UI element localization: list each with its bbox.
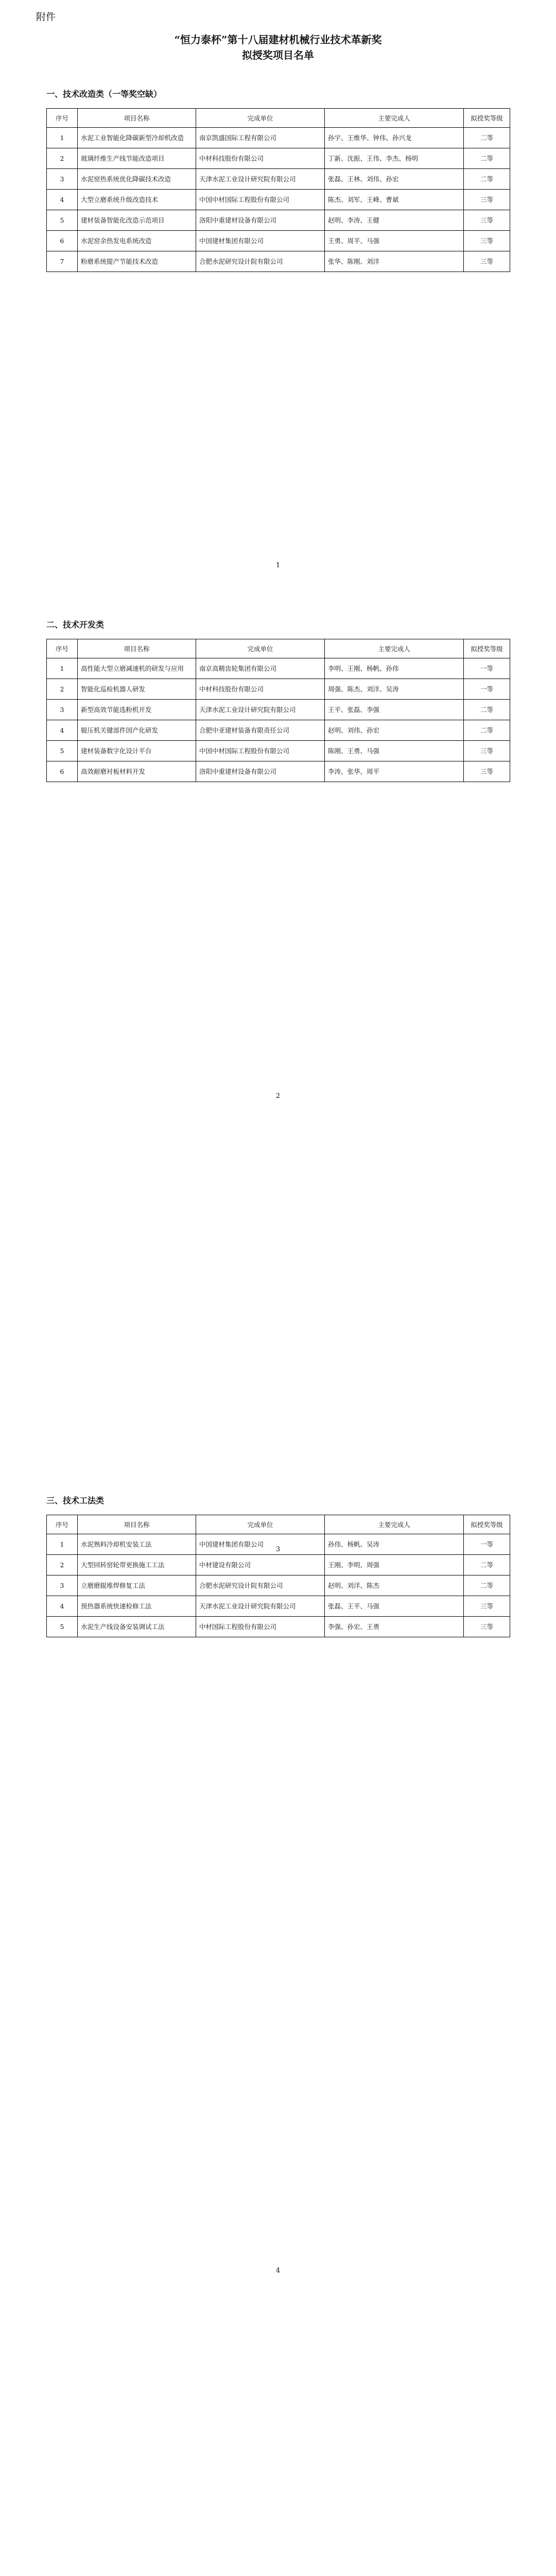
table-row — [47, 128, 510, 148]
cell-unit: 天津水泥工业设计研究院有限公司 — [196, 1596, 325, 1617]
cell-level: 二等 — [464, 1555, 510, 1575]
cell-people: 陈杰、刘军、王峰、曹斌 — [325, 190, 464, 210]
cell-people: 赵明、刘洋、陈杰 — [325, 1575, 464, 1596]
cell-no: 4 — [47, 190, 78, 210]
cell-people: 赵明、刘伟、孙宏 — [325, 720, 464, 741]
cell-people: 王刚、李明、周强 — [325, 1555, 464, 1575]
cell-no: 7 — [47, 251, 78, 272]
cell-level: 二等 — [464, 128, 510, 148]
attachment-label: 附件 — [36, 11, 56, 23]
cell-level: 三等 — [464, 231, 510, 251]
award-table — [46, 108, 510, 272]
cell-no: 3 — [47, 169, 78, 190]
cell-people: 王勇、周平、马强 — [325, 231, 464, 251]
section-heading: 二、技术开发类 — [46, 620, 105, 630]
cell-level: 二等 — [464, 720, 510, 741]
cell-no: 4 — [47, 1596, 78, 1617]
cell-name: 建材装备智能化改造示范项目 — [78, 210, 196, 231]
table-row — [47, 1596, 510, 1617]
cell-people: 李强、孙宏、王勇 — [325, 1617, 464, 1637]
page-number: 2 — [275, 1092, 281, 1100]
page-number: 3 — [275, 1546, 281, 1553]
cell-unit: 南京高精齿轮集团有限公司 — [196, 658, 325, 679]
cell-no: 3 — [47, 1575, 78, 1596]
cell-no: 6 — [47, 761, 78, 782]
cell-name: 高性能大型立磨减速机的研发与应用 — [78, 658, 196, 679]
cell-unit: 中国中材国际工程股份有限公司 — [196, 190, 325, 210]
cell-level: 三等 — [464, 210, 510, 231]
cell-level: 三等 — [464, 251, 510, 272]
cell-unit: 南京凯盛国际工程有限公司 — [196, 128, 325, 148]
cell-name: 新型高效节能选粉机开发 — [78, 700, 196, 720]
cell-no: 5 — [47, 1617, 78, 1637]
cell-level: 二等 — [464, 148, 510, 169]
cell-people: 周强、陈杰、刘洋、吴涛 — [325, 679, 464, 700]
cell-unit: 合肥水泥研究设计院有限公司 — [196, 1575, 325, 1596]
cell-name: 高效耐磨衬板材料开发 — [78, 761, 196, 782]
cell-unit: 天津水泥工业设计研究院有限公司 — [196, 169, 325, 190]
cell-people: 孙宇、王维华、钟伟、孙兴龙 — [325, 128, 464, 148]
table-row — [47, 679, 510, 700]
table-header-row — [47, 1515, 510, 1534]
cell-level: 三等 — [464, 190, 510, 210]
table-row — [47, 251, 510, 272]
cell-unit: 中材科技股份有限公司 — [196, 679, 325, 700]
table-row — [47, 1555, 510, 1575]
title-line-1: “恒力泰杯”第十八届建材机械行业技术革新奖 — [174, 33, 382, 46]
cell-name: 建材装备数字化设计平台 — [78, 741, 196, 761]
cell-name: 辊压机关键部件国产化研发 — [78, 720, 196, 741]
cell-unit: 合肥水泥研究设计院有限公司 — [196, 251, 325, 272]
cell-level: 三等 — [464, 1617, 510, 1637]
cell-level: 二等 — [464, 1575, 510, 1596]
cell-name: 水泥熟料冷却机安装工法 — [78, 1534, 196, 1555]
column-header-people: 主要完成人 — [325, 109, 464, 128]
column-header-unit: 完成单位 — [196, 639, 325, 658]
cell-no: 2 — [47, 679, 78, 700]
column-header-name: 项目名称 — [78, 1515, 196, 1534]
cell-name: 大型回转窑轮带更换施工工法 — [78, 1555, 196, 1575]
cell-name: 水泥窑热系统优化降碳技术改造 — [78, 169, 196, 190]
cell-people: 张华、陈刚、刘洋 — [325, 251, 464, 272]
cell-people: 陈刚、王勇、马强 — [325, 741, 464, 761]
table-row — [47, 148, 510, 169]
cell-level: 二等 — [464, 700, 510, 720]
column-header-level: 拟授奖等级 — [464, 639, 510, 658]
table-row — [47, 761, 510, 782]
cell-unit: 中国中材国际工程股份有限公司 — [196, 741, 325, 761]
cell-unit: 洛阳中重建材设备有限公司 — [196, 761, 325, 782]
cell-name: 预热器系统快速检修工法 — [78, 1596, 196, 1617]
column-header-people: 主要完成人 — [325, 1515, 464, 1534]
table-row — [47, 700, 510, 720]
cell-people: 李涛、张华、周平 — [325, 761, 464, 782]
table-row — [47, 658, 510, 679]
column-header-no: 序号 — [47, 1515, 78, 1534]
column-header-level: 拟授奖等级 — [464, 1515, 510, 1534]
cell-no: 3 — [47, 700, 78, 720]
column-header-no: 序号 — [47, 639, 78, 658]
cell-unit: 中国建材集团有限公司 — [196, 231, 325, 251]
cell-unit: 天津水泥工业设计研究院有限公司 — [196, 700, 325, 720]
cell-name: 立磨磨辊堆焊修复工法 — [78, 1575, 196, 1596]
cell-level: 一等 — [464, 658, 510, 679]
column-header-unit: 完成单位 — [196, 109, 325, 128]
document-title — [0, 32, 556, 63]
page-number: 4 — [275, 2267, 281, 2275]
cell-name: 智能化巡检机器人研发 — [78, 679, 196, 700]
cell-unit: 合肥中亚建材装备有限责任公司 — [196, 720, 325, 741]
section-heading: 一、技术改造类（一等奖空缺） — [46, 89, 162, 99]
table-row — [47, 210, 510, 231]
column-header-name: 项目名称 — [78, 639, 196, 658]
cell-people: 张磊、王平、马强 — [325, 1596, 464, 1617]
cell-name: 玻璃纤维生产线节能改造项目 — [78, 148, 196, 169]
table-row — [47, 231, 510, 251]
cell-people: 王平、张磊、李强 — [325, 700, 464, 720]
cell-people: 丁新、沈振、王伟、李杰、杨明 — [325, 148, 464, 169]
table-header-row — [47, 639, 510, 658]
cell-level: 二等 — [464, 169, 510, 190]
cell-name: 大型立磨系统升级改造技术 — [78, 190, 196, 210]
cell-people: 李明、王刚、杨帆、孙伟 — [325, 658, 464, 679]
cell-unit: 中材国际工程股份有限公司 — [196, 1617, 325, 1637]
cell-no: 4 — [47, 720, 78, 741]
column-header-unit: 完成单位 — [196, 1515, 325, 1534]
cell-unit: 中材建设有限公司 — [196, 1555, 325, 1575]
column-header-no: 序号 — [47, 109, 78, 128]
cell-no: 2 — [47, 1555, 78, 1575]
cell-people: 孙伟、杨帆、吴涛 — [325, 1534, 464, 1555]
cell-name: 粉磨系统提产节能技术改造 — [78, 251, 196, 272]
cell-no: 1 — [47, 1534, 78, 1555]
cell-name: 水泥窑余热发电系统改造 — [78, 231, 196, 251]
title-line-2: 拟授奖项目名单 — [242, 49, 314, 61]
cell-level: 一等 — [464, 679, 510, 700]
cell-unit: 中国建材集团有限公司 — [196, 1534, 325, 1555]
cell-level: 三等 — [464, 741, 510, 761]
column-header-name: 项目名称 — [78, 109, 196, 128]
cell-no: 1 — [47, 128, 78, 148]
table-header-row — [47, 109, 510, 128]
cell-no: 1 — [47, 658, 78, 679]
table-row — [47, 741, 510, 761]
cell-level: 三等 — [464, 761, 510, 782]
cell-no: 6 — [47, 231, 78, 251]
cell-no: 5 — [47, 741, 78, 761]
column-header-people: 主要完成人 — [325, 639, 464, 658]
page-number: 1 — [275, 562, 281, 569]
cell-name: 水泥生产线设备安装调试工法 — [78, 1617, 196, 1637]
cell-unit: 洛阳中重建材设备有限公司 — [196, 210, 325, 231]
cell-name: 水泥工业智能化降碳新型冷却机改造 — [78, 128, 196, 148]
cell-level: 三等 — [464, 1596, 510, 1617]
award-table — [46, 1515, 510, 1637]
cell-level: 一等 — [464, 1534, 510, 1555]
table-row — [47, 169, 510, 190]
table-row — [47, 720, 510, 741]
table-row — [47, 1617, 510, 1637]
cell-no: 5 — [47, 210, 78, 231]
section-heading: 三、技术工法类 — [46, 1496, 105, 1505]
cell-people: 赵明、李涛、王健 — [325, 210, 464, 231]
cell-people: 张磊、王林、刘伟、孙宏 — [325, 169, 464, 190]
table-row — [47, 190, 510, 210]
column-header-level: 拟授奖等级 — [464, 109, 510, 128]
award-table — [46, 639, 510, 782]
cell-unit: 中材科技股份有限公司 — [196, 148, 325, 169]
table-row — [47, 1575, 510, 1596]
cell-no: 2 — [47, 148, 78, 169]
